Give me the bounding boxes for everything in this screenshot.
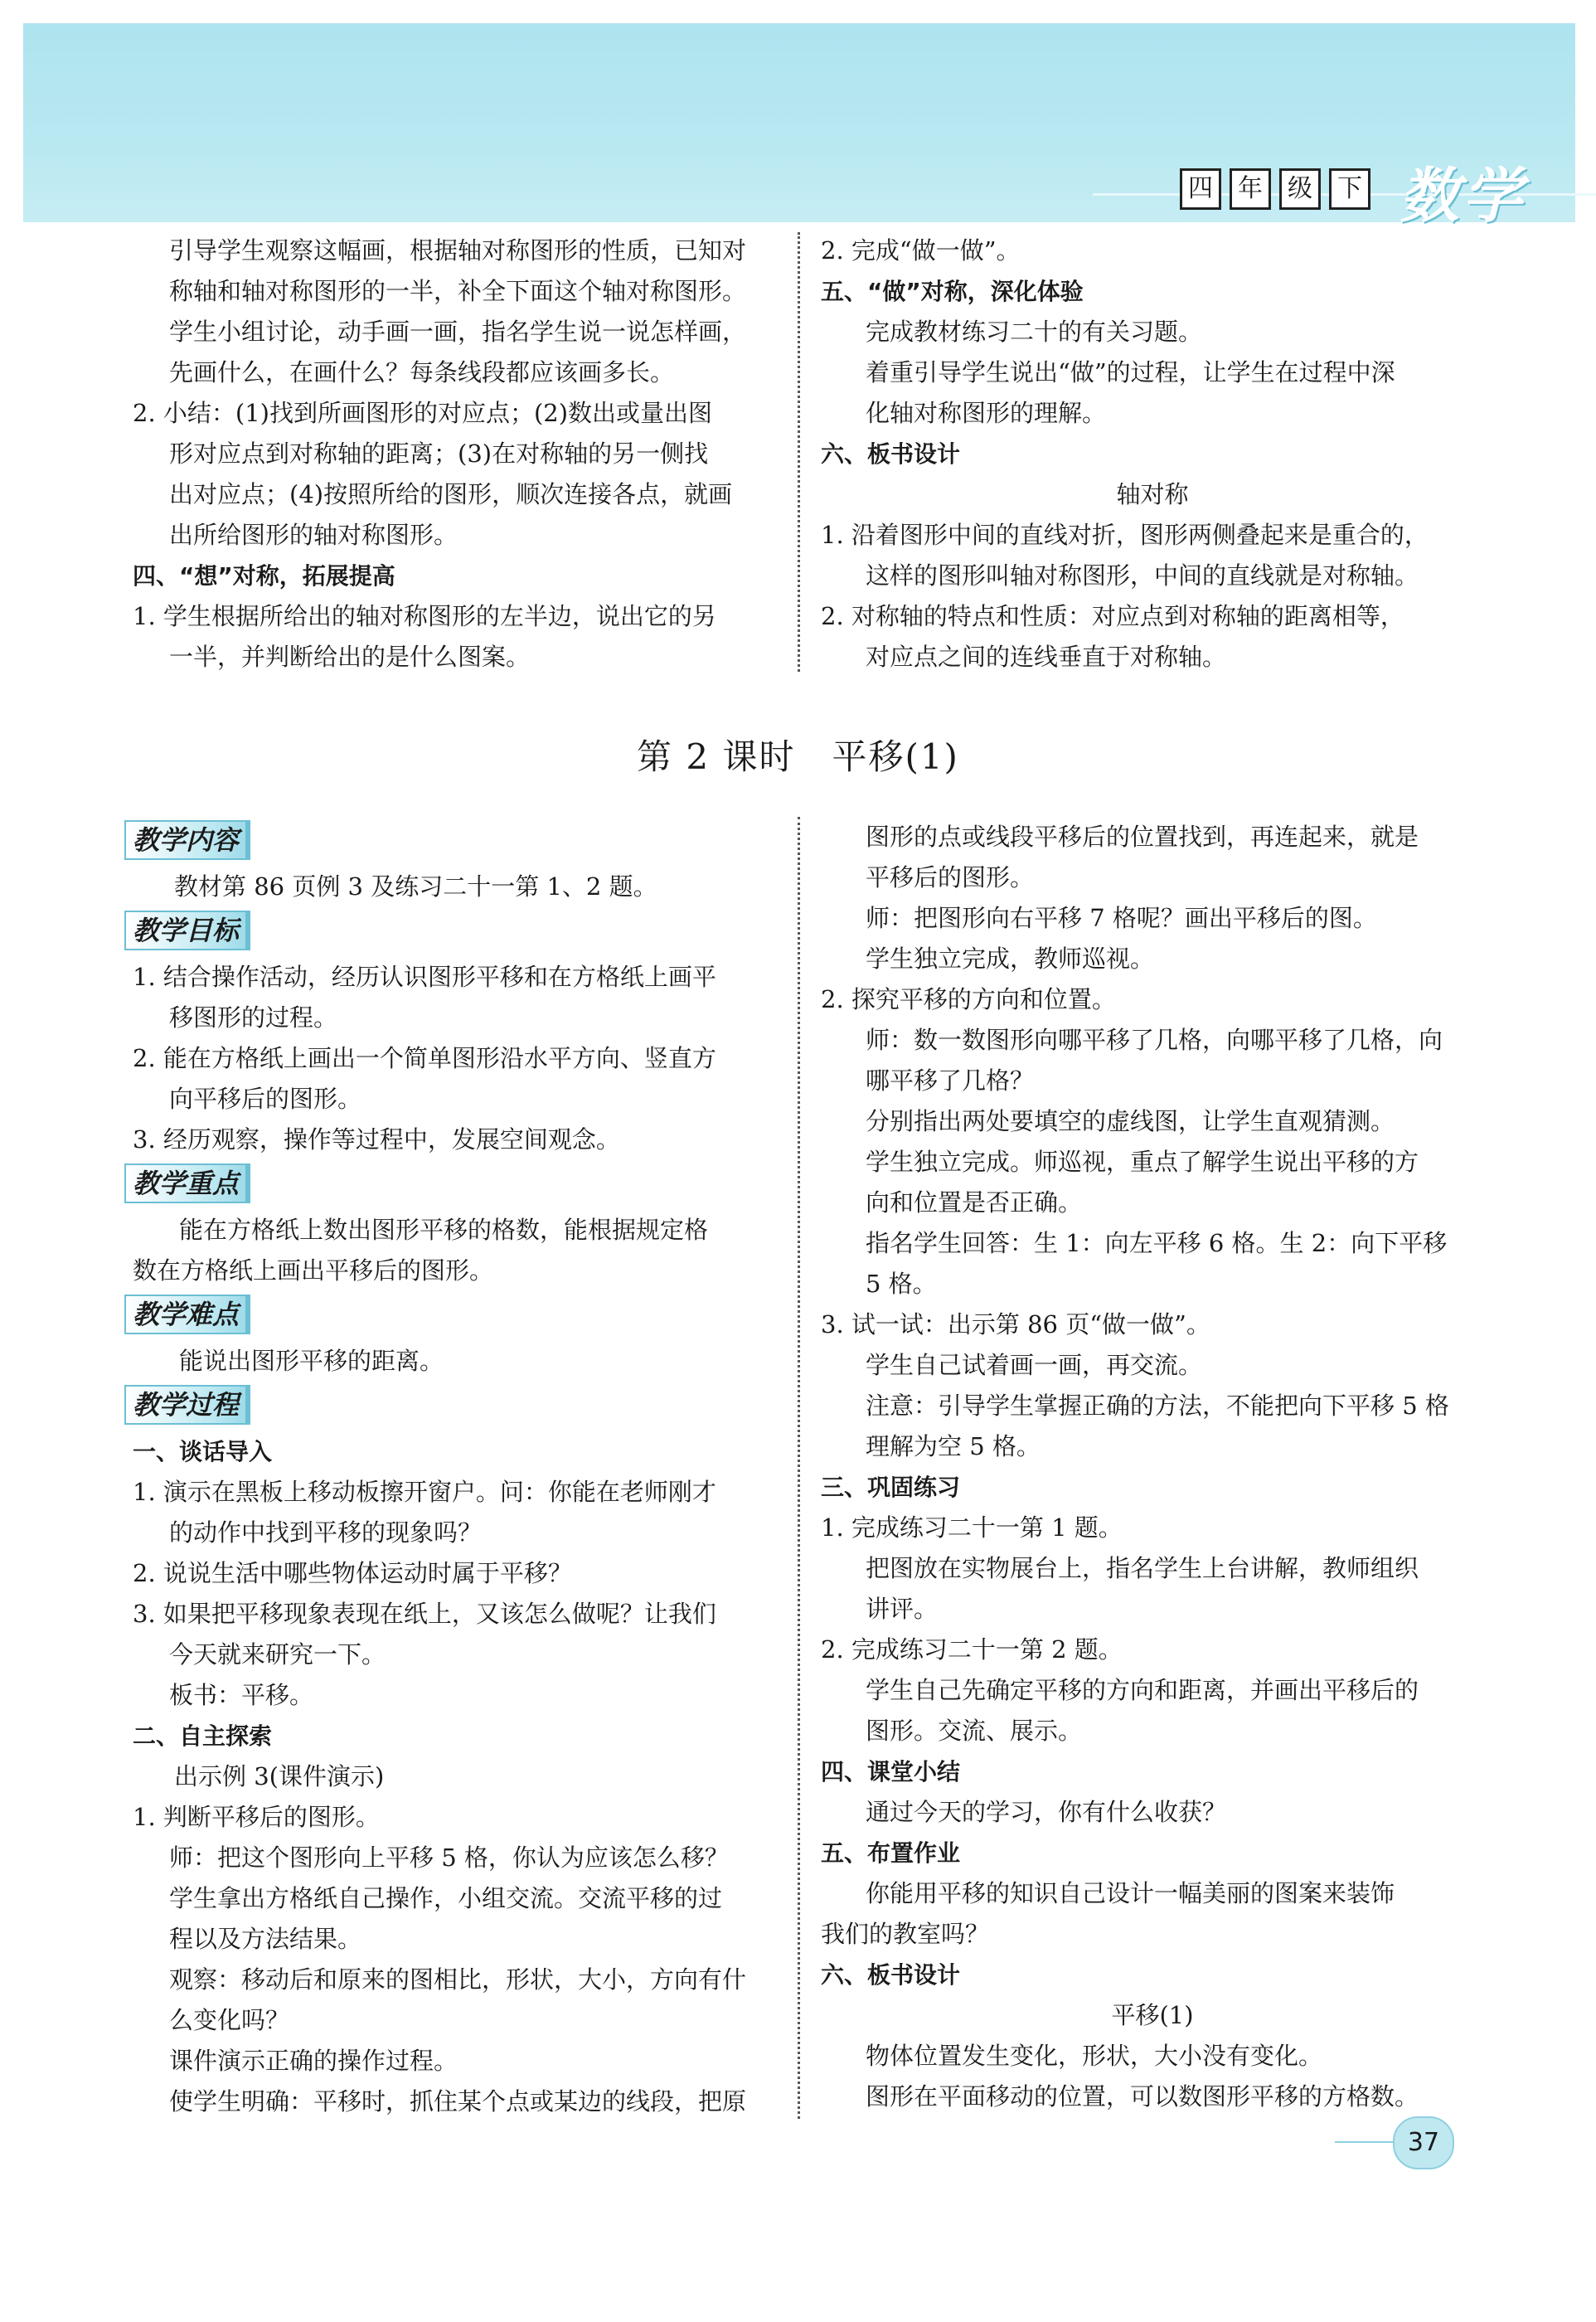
text-line: 的动作中找到平移的现象吗？ — [169, 1518, 483, 1547]
text-line: 图形在平面移动的位置，可以数图形平移的方格数。 — [866, 2082, 1419, 2111]
text-line: 先画什么，在画什么？每条线段都应该画多长。 — [169, 358, 675, 386]
grade-char: 下 — [1329, 168, 1370, 210]
header-banner — [23, 23, 1575, 231]
text-line: 引导学生观察这幅画，根据轴对称图形的性质，已知对 — [169, 236, 747, 265]
text-line: 学生自己先确定平移的方向和距离，并画出平移后的 — [866, 1676, 1419, 1704]
text-line: 学生自己试着画一画，再交流。 — [866, 1351, 1203, 1379]
section-heading: 五、布置作业 — [821, 1839, 961, 1867]
section-heading: 一、谈话导入 — [133, 1438, 273, 1465]
text-line: 1. 演示在黑板上移动板擦开窗户。问：你能在老师刚才 — [133, 1478, 716, 1506]
text-line: 图形的点或线段平移后的位置找到，再连起来，就是 — [866, 823, 1419, 851]
text-line: 么变化吗？ — [169, 2006, 290, 2034]
text-line: 2. 完成练习二十一第 2 题。 — [821, 1635, 1123, 1664]
column-divider — [798, 817, 800, 2119]
text-line: 1. 判断平移后的图形。 — [133, 1803, 380, 1831]
text-line: 出示例 3(课件演示) — [174, 1762, 385, 1790]
text-line: 师：把这个图形向上平移 5 格，你认为应该怎么移？ — [169, 1844, 729, 1872]
text-line: 学生拿出方格纸自己操作，小组交流。交流平移的过 — [169, 1884, 723, 1912]
grade-char: 年 — [1230, 168, 1271, 210]
text-line: 注意：引导学生掌握正确的方法，不能把向下平移 5 格 — [866, 1392, 1449, 1420]
section-heading: 四、“想”对称，拓展提高 — [133, 562, 395, 590]
text-line: 这样的图形叫轴对称图形，中间的直线就是对称轴。 — [866, 561, 1419, 590]
text-line: 图形。交流、展示。 — [866, 1717, 1083, 1745]
text-line: 把图放在实物展台上，指名学生上台讲解，教师组织 — [866, 1554, 1419, 1582]
text-line: 师：数一数图形向哪平移了几格，向哪平移了几格，向 — [866, 1026, 1443, 1054]
page-number: 37 — [1393, 2116, 1454, 2169]
text-line: 教材第 86 页例 3 及练习二十一第 1、2 题。 — [174, 872, 657, 901]
tag-teaching-goals: 教学目标 — [124, 911, 250, 950]
section-heading: 三、巩固练习 — [821, 1474, 961, 1501]
text-line: 师：把图形向右平移 7 格呢？画出平移后的图。 — [866, 904, 1377, 932]
text-line: 向平移后的图形。 — [169, 1085, 362, 1113]
text-line: 你能用平移的知识自己设计一幅美丽的图案来装饰 — [866, 1879, 1395, 1907]
text-line: 讲评。 — [866, 1595, 939, 1623]
text-line: 学生独立完成。师巡视，重点了解学生说出平移的方 — [866, 1148, 1419, 1176]
tag-difficulties: 教学难点 — [124, 1295, 250, 1334]
text-line: 学生独立完成，教师巡视。 — [866, 945, 1155, 973]
bottom-left-column — [124, 817, 779, 2122]
text-line: 观察：移动后和原来的图相比，形状，大小，方向有什 — [169, 1965, 747, 1994]
tag-teaching-content: 教学内容 — [124, 820, 250, 860]
text-line: 形对应点到对称轴的距离；(3)在对称轴的另一侧找 — [169, 440, 709, 468]
text-line: 平移后的图形。 — [866, 863, 1035, 891]
top-left-column — [124, 231, 779, 678]
section-heading: 五、“做”对称，深化体验 — [821, 278, 1084, 305]
board-title: 平移(1) — [1111, 2001, 1194, 2029]
lesson-title: 第 2 课时 平移(1) — [637, 736, 959, 777]
text-line: 通过今天的学习，你有什么收获？ — [866, 1798, 1227, 1826]
text-line: 我们的教室吗？ — [821, 1920, 990, 1948]
text-line: 2. 探究平移的方向和位置。 — [821, 985, 1116, 1013]
subject-title: 数学 — [1400, 160, 1526, 231]
text-line: 学生小组讨论，动手画一画，指名学生说一说怎样画， — [169, 318, 747, 346]
column-divider — [798, 232, 800, 672]
text-line: 移图形的过程。 — [169, 1003, 338, 1032]
text-line: 数在方格纸上画出平移后的图形。 — [133, 1256, 494, 1285]
text-line: 程以及方法结果。 — [169, 1925, 362, 1953]
section-heading: 六、板书设计 — [821, 1961, 961, 1989]
text-line: 物体位置发生变化，形状，大小没有变化。 — [866, 2042, 1323, 2070]
text-line: 哪平移了几格？ — [866, 1066, 1035, 1095]
text-line: 完成教材练习二十的有关习题。 — [866, 318, 1203, 346]
text-line: 能在方格纸上数出图形平移的格数，能根据规定格 — [179, 1216, 709, 1244]
grade-char: 四 — [1180, 168, 1221, 210]
text-line: 着重引导学生说出“做”的过程，让学生在过程中深 — [866, 358, 1395, 386]
section-heading: 六、板书设计 — [821, 440, 961, 468]
text-line: 1. 结合操作活动，经历认识图形平移和在方格纸上画平 — [133, 963, 716, 991]
text-line: 5 格。 — [866, 1270, 937, 1298]
text-line: 3. 经历观察，操作等过程中，发展空间观念。 — [133, 1125, 620, 1154]
text-line: 指名学生回答：生 1：向左平移 6 格。生 2：向下平移 — [866, 1229, 1448, 1257]
section-heading: 二、自主探索 — [133, 1722, 273, 1750]
text-line: 1. 沿着图形中间的直线对折，图形两侧叠起来是重合的， — [821, 521, 1429, 549]
text-line: 2. 说说生活中哪些物体运动时属于平移？ — [133, 1559, 572, 1587]
text-line: 3. 试一试：出示第 86 页“做一做”。 — [821, 1310, 1210, 1338]
page-number-line — [1335, 2141, 1393, 2143]
text-line: 1. 学生根据所给出的轴对称图形的左半边，说出它的另 — [133, 602, 716, 630]
text-line: 分别指出两处要填空的虚线图，让学生直观猜测。 — [866, 1107, 1395, 1135]
text-line: 一半，并判断给出的是什么图案。 — [169, 643, 531, 671]
text-line: 2. 对称轴的特点和性质：对应点到对称轴的距离相等， — [821, 602, 1404, 630]
text-line: 2. 能在方格纸上画出一个简单图形沿水平方向、竖直方 — [133, 1044, 716, 1072]
text-line: 能说出图形平移的距离。 — [179, 1347, 444, 1375]
text-line: 使学生明确：平移时，抓住某个点或某边的线段，把原 — [169, 2087, 747, 2116]
text-line: 向和位置是否正确。 — [866, 1188, 1083, 1217]
top-right-column — [821, 231, 1484, 678]
text-line: 板书：平移。 — [169, 1681, 314, 1709]
text-line: 理解为空 5 格。 — [866, 1432, 1041, 1460]
text-line: 化轴对称图形的理解。 — [866, 399, 1107, 427]
text-line: 3. 如果把平移现象表现在纸上，又该怎么做呢？让我们 — [133, 1600, 716, 1628]
text-line: 今天就来研究一下。 — [169, 1640, 386, 1669]
text-line: 2. 完成“做一做”。 — [821, 236, 1021, 265]
text-line: 对应点之间的连线垂直于对称轴。 — [866, 643, 1227, 671]
grade-label — [1180, 168, 1370, 210]
text-line: 称轴和轴对称图形的一半，补全下面这个轴对称图形。 — [169, 277, 747, 305]
text-line: 2. 小结：(1)找到所画图形的对应点；(2)数出或量出图 — [133, 399, 713, 427]
text-line: 出对应点；(4)按照所给的图形，顺次连接各点，就画 — [169, 480, 733, 508]
board-title: 轴对称 — [1116, 480, 1189, 508]
tag-teaching-process: 教学过程 — [124, 1385, 250, 1425]
text-line: 课件演示正确的操作过程。 — [169, 2047, 458, 2075]
tag-key-points: 教学重点 — [124, 1163, 250, 1203]
grade-char: 级 — [1279, 168, 1321, 210]
text-line: 1. 完成练习二十一第 1 题。 — [821, 1513, 1123, 1542]
text-line: 出所给图形的轴对称图形。 — [169, 521, 458, 549]
bottom-right-column — [821, 817, 1484, 2117]
section-heading: 四、课堂小结 — [821, 1758, 961, 1785]
